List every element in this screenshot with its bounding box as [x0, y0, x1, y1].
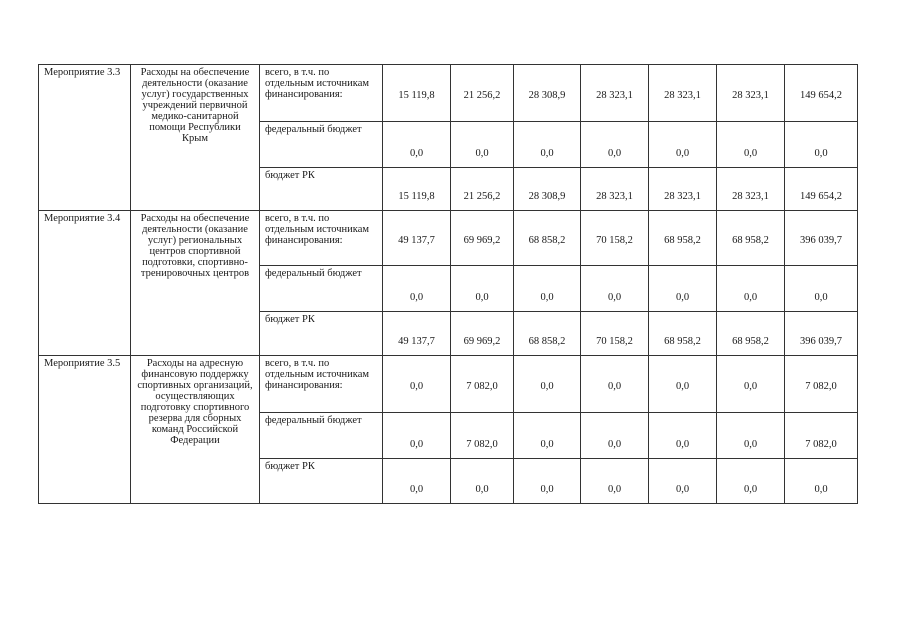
table-row [39, 356, 858, 413]
value-cell: 0,0 [451, 266, 514, 312]
value-cell: 0,0 [649, 459, 717, 504]
total-cell: 7 082,0 [785, 413, 858, 459]
total-cell: 0,0 [785, 122, 858, 168]
total-cell: 7 082,0 [785, 356, 858, 413]
measure-code: Мероприятие 3.5 [39, 356, 131, 504]
value-cell: 68 958,2 [649, 211, 717, 266]
measure-name: Расходы на обеспечение деятельности (оказание услуг) региональных центров спортивной подготовки, спортивно-тренировочных центров [131, 211, 260, 356]
value-cell: 0,0 [514, 459, 581, 504]
funding-source: федеральный бюджет [260, 413, 383, 459]
value-cell: 28 323,1 [581, 168, 649, 211]
funding-source: всего, в т.ч. по отдельным источникам финансирования: [260, 356, 383, 413]
value-cell: 49 137,7 [383, 312, 451, 356]
value-cell: 28 308,9 [514, 65, 581, 122]
measure-code: Мероприятие 3.3 [39, 65, 131, 211]
total-cell: 149 654,2 [785, 168, 858, 211]
value-cell: 28 308,9 [514, 168, 581, 211]
value-cell: 0,0 [649, 266, 717, 312]
value-cell: 0,0 [581, 122, 649, 168]
value-cell: 0,0 [451, 459, 514, 504]
total-cell: 396 039,7 [785, 312, 858, 356]
total-cell: 0,0 [785, 266, 858, 312]
value-cell: 70 158,2 [581, 312, 649, 356]
value-cell: 0,0 [649, 122, 717, 168]
funding-source: всего, в т.ч. по отдельным источникам финансирования: [260, 65, 383, 122]
table-row [39, 65, 858, 122]
value-cell: 0,0 [717, 459, 785, 504]
value-cell: 28 323,1 [717, 168, 785, 211]
value-cell: 28 323,1 [717, 65, 785, 122]
value-cell: 68 958,2 [649, 312, 717, 356]
table-row [39, 211, 858, 266]
value-cell: 28 323,1 [649, 65, 717, 122]
value-cell: 0,0 [581, 356, 649, 413]
value-cell: 0,0 [514, 122, 581, 168]
value-cell: 0,0 [649, 356, 717, 413]
value-cell: 49 137,7 [383, 211, 451, 266]
funding-source: бюджет РК [260, 168, 383, 211]
value-cell: 0,0 [581, 459, 649, 504]
value-cell: 0,0 [649, 413, 717, 459]
measure-name: Расходы на обеспечение деятельности (оказание услуг) государственных учреждений первичной медико-санитарной помощи Республики Крым [131, 65, 260, 211]
measure-name: Расходы на адресную финансовую поддержку спортивных организаций, осуществляющих подготовку спортивного резерва для сборных команд Российской Федерации [131, 356, 260, 504]
value-cell: 0,0 [383, 459, 451, 504]
total-cell: 149 654,2 [785, 65, 858, 122]
value-cell: 7 082,0 [451, 413, 514, 459]
value-cell: 0,0 [717, 413, 785, 459]
value-cell: 15 119,8 [383, 168, 451, 211]
funding-source: бюджет РК [260, 459, 383, 504]
funding-source: всего, в т.ч. по отдельным источникам финансирования: [260, 211, 383, 266]
value-cell: 68 858,2 [514, 211, 581, 266]
funding-source: федеральный бюджет [260, 122, 383, 168]
value-cell: 0,0 [514, 266, 581, 312]
funding-source: федеральный бюджет [260, 266, 383, 312]
budget-table [38, 64, 858, 504]
value-cell: 15 119,8 [383, 65, 451, 122]
value-cell: 70 158,2 [581, 211, 649, 266]
funding-source: бюджет РК [260, 312, 383, 356]
value-cell: 7 082,0 [451, 356, 514, 413]
value-cell: 21 256,2 [451, 168, 514, 211]
value-cell: 0,0 [514, 356, 581, 413]
value-cell: 69 969,2 [451, 312, 514, 356]
value-cell: 21 256,2 [451, 65, 514, 122]
value-cell: 68 958,2 [717, 211, 785, 266]
value-cell: 0,0 [717, 122, 785, 168]
value-cell: 0,0 [451, 122, 514, 168]
value-cell: 0,0 [581, 266, 649, 312]
value-cell: 0,0 [514, 413, 581, 459]
value-cell: 68 958,2 [717, 312, 785, 356]
value-cell: 0,0 [717, 356, 785, 413]
value-cell: 0,0 [383, 122, 451, 168]
value-cell: 28 323,1 [581, 65, 649, 122]
value-cell: 0,0 [581, 413, 649, 459]
value-cell: 0,0 [383, 413, 451, 459]
value-cell: 0,0 [383, 356, 451, 413]
total-cell: 0,0 [785, 459, 858, 504]
value-cell: 0,0 [383, 266, 451, 312]
value-cell: 68 858,2 [514, 312, 581, 356]
measure-code: Мероприятие 3.4 [39, 211, 131, 356]
value-cell: 0,0 [717, 266, 785, 312]
value-cell: 28 323,1 [649, 168, 717, 211]
total-cell: 396 039,7 [785, 211, 858, 266]
value-cell: 69 969,2 [451, 211, 514, 266]
